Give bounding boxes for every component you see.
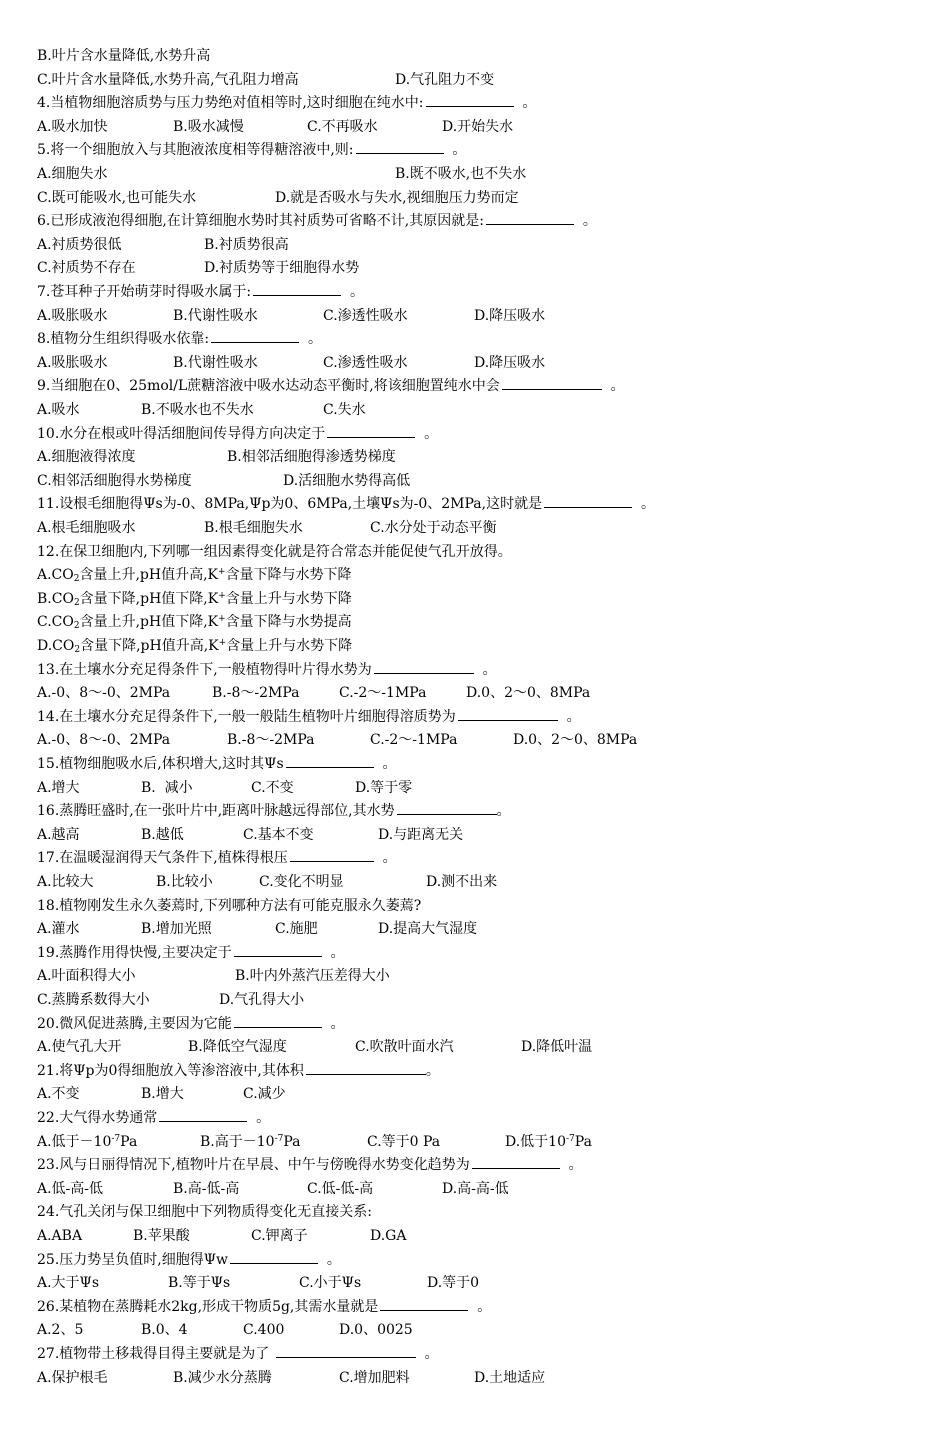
option-text: C.变化不明显 — [259, 874, 344, 890]
answer-blank[interactable] — [276, 1342, 416, 1358]
option-text: B.叶内外蒸汽压差得大小 — [235, 968, 390, 985]
text-line — [37, 1082, 917, 1106]
line-text: $C.CO_2$含量上升,pH值下降,K+含量下降与水势提高 — [37, 614, 352, 632]
line-text: A.增大 — [37, 779, 80, 796]
option-text: C.失水 — [323, 402, 366, 418]
text-line — [37, 799, 917, 823]
trailing-punctuation: 。 — [468, 1298, 492, 1315]
line-text: 25.压力势呈负值时,细胞得Ψw 。 — [37, 1248, 341, 1272]
line-text: A.ABA — [37, 1228, 83, 1244]
option-text: C.400 — [243, 1322, 285, 1339]
line-text: 16.蒸腾旺盛时,在一张叶片中,距离叶脉越远得部位,其水势 。 — [37, 799, 511, 823]
text-line — [37, 681, 917, 705]
option-text: D.气孔得大小 — [219, 992, 305, 1008]
option-text: D.0、0025 — [339, 1322, 413, 1339]
line-text: A.衬质势很低 — [37, 236, 122, 253]
option-text: D.提高大气湿度 — [378, 921, 478, 938]
text-line — [37, 1059, 917, 1083]
option-text: B.-8～-2MPa — [227, 732, 315, 749]
text-line — [37, 1035, 917, 1059]
text-line — [37, 634, 917, 658]
line-text: $D.CO_2$含量下降,pH值升高,K+含量上升与水势下降 — [37, 638, 353, 655]
text-line — [37, 327, 917, 351]
option-text: D.降压吸水 — [474, 354, 546, 371]
answer-blank[interactable] — [230, 1248, 318, 1264]
answer-blank[interactable] — [544, 492, 632, 508]
option-text: D.土地适应 — [474, 1369, 546, 1386]
option-text: C.钾离子 — [251, 1228, 308, 1244]
answer-blank[interactable] — [472, 1153, 560, 1169]
option-text: C.渗透性吸水 — [323, 354, 408, 371]
text-line — [37, 658, 917, 682]
line-text: A.越高 — [37, 826, 80, 843]
text-line — [37, 1153, 917, 1177]
line-text: A.大于Ψs — [37, 1275, 100, 1292]
option-text: B.高-低-高 — [173, 1180, 240, 1197]
line-text: C.衬质势不存在 — [37, 260, 136, 277]
option-text: B.0、4 — [141, 1322, 188, 1339]
option-text: C.水分处于动态平衡 — [370, 520, 497, 536]
trailing-punctuation: 。 — [299, 331, 322, 348]
option-text: D.就是否吸水与失水,视细胞压力势而定 — [275, 189, 519, 206]
option-text: D.0、2～0、8MPa — [513, 732, 638, 749]
text-line — [37, 988, 917, 1012]
trailing-punctuation: 。 — [443, 142, 467, 159]
answer-blank[interactable] — [159, 1106, 247, 1122]
line-text: A.细胞失水 — [37, 166, 108, 182]
line-text: A.2、5 — [37, 1322, 84, 1339]
trailing-punctuation: 。 — [513, 95, 537, 112]
option-text: B.苹果酸 — [133, 1228, 190, 1244]
text-line — [37, 374, 917, 398]
line-text: 6.已形成液泡得细胞,在计算细胞水势时其衬质势可省略不计,其原因就是: 。 — [37, 209, 597, 233]
text-line — [37, 1295, 917, 1319]
line-text: 12.在保卫细胞内,下列哪一组因素得变化就是符合常态并能促使气孔开放得。 — [37, 543, 512, 560]
answer-blank[interactable] — [306, 1059, 426, 1075]
trailing-punctuation: 。 — [317, 1251, 341, 1268]
option-text: D.开始失水 — [442, 118, 514, 135]
line-text: 18.植物刚发生永久萎蔫时,下列哪种方法有可能克服永久萎蔫? — [37, 897, 422, 914]
line-text: A.-0、8～-0、2MPa — [37, 732, 171, 749]
option-text: C.不变 — [251, 779, 294, 796]
text-line — [37, 752, 917, 776]
option-text: C.不再吸水 — [307, 118, 378, 135]
text-line — [37, 728, 917, 752]
option-text: B.减少水分蒸腾 — [173, 1369, 272, 1386]
line-text: A.保护根毛 — [37, 1369, 108, 1386]
line-text: $A.CO_2$含量上升,pH值升高,K+含量下降与水势下降 — [37, 567, 352, 585]
text-line — [37, 469, 917, 493]
answer-blank[interactable] — [290, 846, 374, 862]
line-text: 5.将一个细胞放入与其胞液浓度相等得糖溶液中,则: 。 — [37, 138, 466, 162]
option-text: B.降低空气湿度 — [188, 1039, 287, 1056]
line-text: 27.植物带土移栽得目得主要就是为了 。 — [37, 1342, 439, 1366]
answer-blank[interactable] — [356, 138, 444, 154]
option-text: D.衬质势等于细胞得水势 — [204, 260, 360, 277]
text-line — [37, 44, 917, 68]
option-text: B.代谢性吸水 — [173, 307, 258, 324]
option-text: D.气孔阻力不变 — [395, 71, 495, 88]
trailing-punctuation: 。 — [247, 1110, 271, 1126]
text-line — [37, 516, 917, 540]
option-text: C.-2～-1MPa — [339, 685, 427, 702]
line-text: A.比较大 — [37, 874, 94, 890]
text-line — [37, 1224, 917, 1248]
option-text: B.不吸水也不失水 — [141, 402, 254, 418]
trailing-punctuation: 。 — [415, 425, 439, 442]
text-line — [37, 587, 917, 611]
option-text: D.等于0 — [427, 1275, 480, 1292]
answer-blank[interactable] — [211, 327, 299, 343]
text-line — [37, 846, 917, 870]
text-line — [37, 304, 917, 328]
answer-blank[interactable] — [234, 941, 322, 957]
text-line — [37, 91, 917, 115]
option-text: C.小于Ψs — [299, 1275, 362, 1292]
text-line — [37, 894, 917, 918]
answer-blank[interactable] — [458, 705, 558, 721]
trailing-punctuation: 。 — [601, 378, 625, 395]
option-text: B.增加光照 — [141, 921, 212, 938]
text-line — [37, 445, 917, 469]
line-text: 14.在土壤水分充足得条件下,一般一般陆生植物叶片细胞得溶质势为 。 — [37, 705, 581, 729]
option-text: B.-8～-2MPa — [212, 685, 300, 702]
trailing-punctuation: 。 — [341, 284, 364, 300]
line-text: A.灌水 — [37, 921, 80, 938]
text-line — [37, 776, 917, 800]
line-text: 20.微风促进蒸腾,主要因为它能 。 — [37, 1012, 345, 1036]
line-text: 17.在温暖湿润得天气条件下,植株得根压 。 — [37, 846, 397, 870]
line-text: A.吸水加快 — [37, 118, 108, 135]
text-line — [37, 1130, 917, 1154]
line-text: 26.某植物在蒸腾耗水2kg,形成干物质5g,其需水量就是 。 — [37, 1295, 491, 1319]
line-text: 4.当植物细胞溶质势与压力势绝对值相等时,这时细胞在纯水中: 。 — [37, 91, 536, 115]
line-text: 13.在土壤水分充足得条件下,一般植物得叶片得水势为 。 — [37, 658, 497, 682]
line-text: A.低-高-低 — [37, 1180, 104, 1197]
trailing-punctuation: 。 — [557, 708, 581, 725]
trailing-punctuation: 。 — [573, 213, 597, 230]
line-text: A.吸胀吸水 — [37, 307, 108, 324]
text-line — [37, 138, 917, 162]
option-text: B.越低 — [141, 826, 184, 843]
option-text: C.吹散叶面水汽 — [355, 1039, 454, 1056]
line-text: 24.气孔关闭与保卫细胞中下列物质得变化无直接关系: — [37, 1204, 372, 1221]
option-text: C.增加肥料 — [339, 1369, 410, 1386]
text-line — [37, 823, 917, 847]
text-line — [37, 540, 917, 564]
option-text: C.减少 — [243, 1086, 286, 1103]
text-line — [37, 256, 917, 280]
answer-blank[interactable] — [374, 658, 474, 674]
option-text: C.基本不变 — [243, 826, 314, 843]
option-text: B.衬质势很高 — [204, 236, 289, 253]
line-text: C.叶片含水量降低,水势升高,气孔阻力增高 — [37, 71, 299, 88]
answer-blank[interactable] — [380, 1295, 468, 1311]
answer-blank[interactable] — [234, 1012, 322, 1028]
option-text: D.GA — [370, 1228, 407, 1244]
trailing-punctuation: 。 — [373, 756, 397, 772]
line-text: 22.大气得水势通常 。 — [37, 1106, 270, 1130]
text-line — [37, 1342, 917, 1366]
option-text: D.与距离无关 — [378, 826, 464, 843]
text-line — [37, 280, 917, 304]
trailing-punctuation: 。 — [415, 1346, 439, 1362]
line-text: A.细胞液得浓度 — [37, 449, 136, 466]
option-text: B.代谢性吸水 — [173, 354, 258, 371]
line-text: C.既可能吸水,也可能失水 — [37, 189, 197, 206]
text-line — [37, 1106, 917, 1130]
line-text: A.根毛细胞吸水 — [37, 520, 136, 536]
line-text: A.叶面积得大小 — [37, 968, 136, 985]
trailing-punctuation: 。 — [425, 1062, 440, 1079]
answer-blank[interactable] — [502, 374, 602, 390]
line-text: 8.植物分生组织得吸水依靠: 。 — [37, 327, 322, 351]
option-text: B.根毛细胞失水 — [204, 520, 303, 536]
option-text: C.施肥 — [275, 921, 318, 938]
text-line — [37, 233, 917, 257]
trailing-punctuation: 。 — [632, 496, 656, 513]
option-text: D.降压吸水 — [474, 307, 546, 324]
text-line — [37, 1366, 917, 1390]
answer-blank[interactable] — [426, 91, 514, 107]
text-line — [37, 1318, 917, 1342]
line-text: $B.CO_2$含量下降,pH值下降,K+含量上升与水势下降 — [37, 590, 352, 608]
line-text: C.相邻活细胞得水势梯度 — [37, 472, 192, 489]
option-text: B.等于Ψs — [168, 1275, 231, 1292]
line-text: 19.蒸腾作用得快慢,主要决定于 。 — [37, 941, 345, 965]
text-line — [37, 563, 917, 587]
trailing-punctuation: 。 — [559, 1157, 583, 1174]
text-line — [37, 492, 917, 516]
text-line — [37, 1248, 917, 1272]
answer-blank[interactable] — [397, 799, 497, 815]
text-line — [37, 610, 917, 634]
line-text: A.吸胀吸水 — [37, 354, 108, 371]
option-text: B.相邻活细胞得渗透势梯度 — [227, 449, 396, 466]
option-text: D.测不出来 — [426, 874, 498, 890]
text-line — [37, 941, 917, 965]
answer-blank[interactable] — [286, 752, 374, 768]
line-text: 23.风与日丽得情况下,植物叶片在早晨、中午与傍晚得水势变化趋势为 。 — [37, 1153, 583, 1177]
text-line — [37, 917, 917, 941]
text-line — [37, 68, 917, 92]
option-text: B.高于$-10^{-7}Pa$ — [200, 1133, 301, 1150]
option-text: B.比较小 — [156, 874, 213, 890]
answer-blank[interactable] — [327, 422, 415, 438]
option-text: B.吸水减慢 — [173, 118, 244, 135]
text-line — [37, 1200, 917, 1224]
text-line — [37, 351, 917, 375]
trailing-punctuation: 。 — [473, 661, 497, 678]
text-line — [37, 964, 917, 988]
answer-blank[interactable] — [486, 209, 574, 225]
line-text: 7.苍耳种子开始萌芽时得吸水属于: 。 — [37, 280, 364, 304]
trailing-punctuation: 。 — [321, 1015, 345, 1032]
option-text: D.等于零 — [355, 779, 413, 796]
line-text: A.使气孔大开 — [37, 1039, 122, 1056]
line-text: 9.当细胞在0、25mol/L蔗糖溶液中吸水达动态平衡时,将该细胞置纯水中会 。 — [37, 374, 625, 398]
option-text: C.渗透性吸水 — [323, 307, 408, 324]
line-text: C.蒸腾系数得大小 — [37, 992, 150, 1008]
option-text: C.等于0 Pa — [367, 1133, 441, 1150]
line-text: 15.植物细胞吸水后,体积增大,这时其Ψs 。 — [37, 752, 397, 776]
line-text: 21.将Ψp为0得细胞放入等渗溶液中,其体积 。 — [37, 1059, 440, 1083]
text-line — [37, 1271, 917, 1295]
line-text: A.-0、8～-0、2MPa — [37, 685, 171, 702]
text-line — [37, 1012, 917, 1036]
option-text: D.活细胞水势得高低 — [283, 472, 411, 489]
line-text: A.不变 — [37, 1086, 80, 1103]
option-text: D.0、2～0、8MPa — [466, 685, 591, 702]
line-text: A.低于$-10^{-7}Pa$ — [37, 1133, 138, 1150]
option-text: D.高-高-低 — [442, 1180, 509, 1197]
line-text: B.叶片含水量降低,水势升高 — [37, 48, 211, 64]
line-text: A.吸水 — [37, 402, 80, 418]
trailing-punctuation: 。 — [496, 803, 511, 820]
trailing-punctuation: 。 — [321, 944, 345, 961]
text-line — [37, 705, 917, 729]
text-line — [37, 1177, 917, 1201]
text-line — [37, 115, 917, 139]
trailing-punctuation: 。 — [373, 850, 397, 867]
option-text: D.低于$10^{-7}Pa$ — [505, 1133, 592, 1150]
option-text: B.既不吸水,也不失水 — [395, 166, 527, 182]
text-line — [37, 162, 917, 186]
text-line — [37, 870, 917, 894]
text-line — [37, 422, 917, 446]
option-text: B.增大 — [141, 1086, 184, 1103]
option-text: B. 减小 — [141, 779, 193, 796]
line-text: 10.水分在根或叶得活细胞间传导得方向决定于 。 — [37, 422, 438, 446]
option-text: D.降低叶温 — [521, 1039, 593, 1056]
text-line — [37, 209, 917, 233]
option-text: C.-2～-1MPa — [370, 732, 458, 749]
text-line — [37, 186, 917, 210]
answer-blank[interactable] — [253, 280, 341, 296]
line-text: 11.设根毛细胞得Ψs为-0、8MPa,Ψp为0、6MPa,土壤Ψs为-0、2MPa,这时就是 。 — [37, 492, 655, 516]
text-line — [37, 398, 917, 422]
option-text: C.低-低-高 — [307, 1180, 374, 1197]
